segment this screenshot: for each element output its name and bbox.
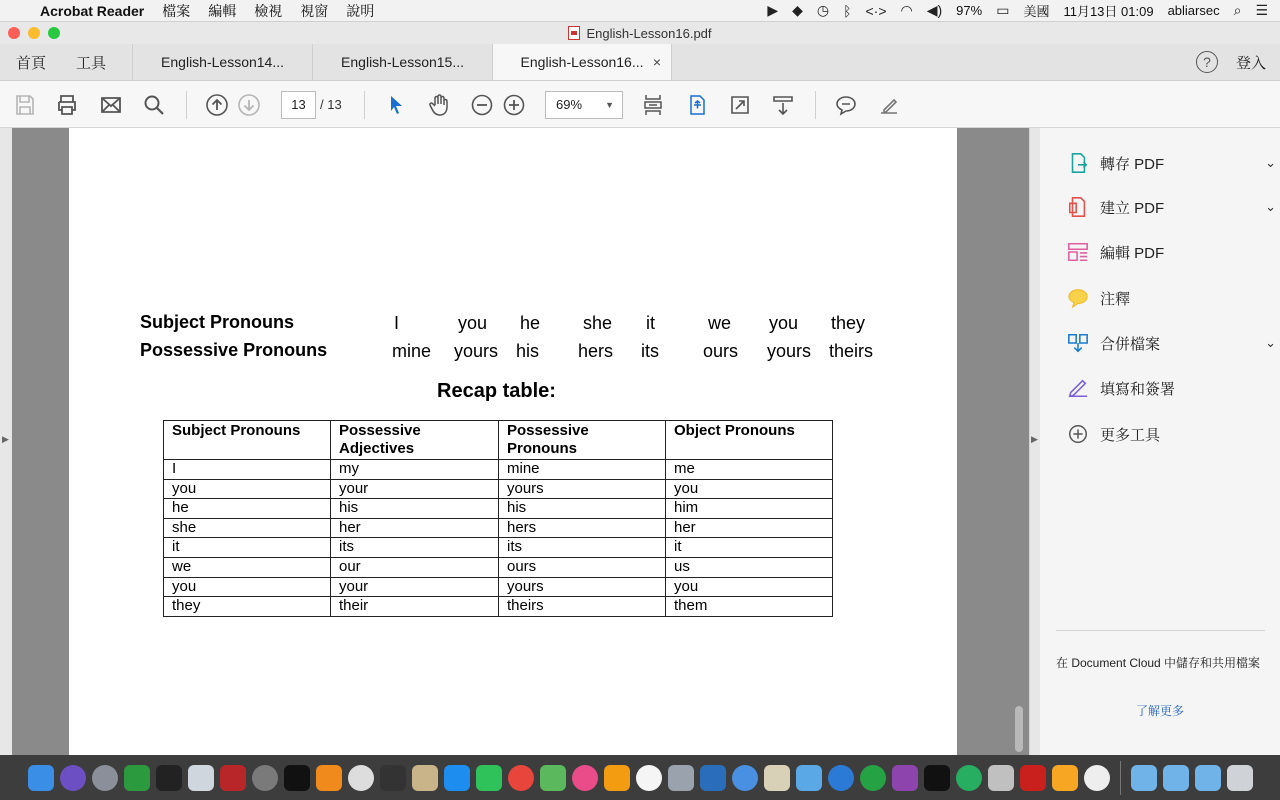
quicktime-player-icon[interactable] — [828, 765, 854, 791]
network-monitor-icon[interactable] — [860, 765, 886, 791]
table-row — [164, 518, 833, 538]
table-cell: his — [331, 499, 499, 519]
tool-comment[interactable] — [1066, 286, 1266, 310]
tool-label: 編輯 PDF — [1100, 244, 1165, 262]
notification-center-icon[interactable]: ☰ — [1255, 2, 1268, 18]
table-cell: yours — [499, 479, 666, 499]
bluetooth-icon[interactable]: ᛒ — [843, 2, 852, 19]
word-app-icon[interactable] — [796, 765, 822, 791]
table-cell: ours — [499, 557, 666, 577]
tab-document-label: English-Lesson14... — [161, 54, 285, 70]
page-number-input[interactable]: 13 — [281, 91, 316, 119]
toolbar-divider — [186, 91, 187, 119]
menu-help[interactable]: 說明 — [346, 2, 375, 19]
table-row — [164, 479, 833, 499]
table-header: Subject Pronouns — [164, 421, 331, 460]
subject-word: we — [708, 313, 732, 333]
chrome-icon[interactable] — [508, 765, 534, 791]
tab-document-15[interactable] — [312, 44, 492, 80]
chevron-down-icon[interactable]: ⌄ — [1265, 155, 1276, 170]
table-cell: I — [164, 460, 331, 480]
pdf-file-icon — [568, 26, 580, 40]
more-tools-icon — [1066, 422, 1090, 446]
comment-icon — [1066, 286, 1090, 310]
highlight-pen-icon[interactable] — [876, 92, 902, 118]
table-cell: its — [499, 538, 666, 558]
photos-icon[interactable] — [636, 765, 662, 791]
close-window-button[interactable] — [8, 27, 20, 39]
table-cell: you — [666, 577, 833, 597]
table-row — [164, 557, 833, 577]
documents-folder-icon[interactable] — [1163, 765, 1189, 791]
rotate-icon[interactable] — [684, 92, 710, 118]
subject-word: you — [769, 313, 799, 333]
tree-app-icon[interactable] — [956, 765, 982, 791]
table-cell: him — [666, 499, 833, 519]
dock — [0, 755, 1280, 800]
tool-create-pdf[interactable] — [1066, 195, 1276, 219]
trash-icon[interactable] — [1227, 765, 1253, 791]
facetime-icon[interactable] — [476, 765, 502, 791]
battery-icon[interactable]: ▭ — [996, 2, 1010, 18]
evernote-icon[interactable] — [124, 765, 150, 791]
chevron-down-icon[interactable]: ⌄ — [1265, 335, 1276, 350]
scroll-mode-icon[interactable] — [770, 92, 796, 118]
finder-icon[interactable] — [28, 765, 54, 791]
table-cell: our — [331, 557, 499, 577]
acrobat-reader-icon[interactable] — [1020, 765, 1046, 791]
tab-tools[interactable]: 工具 — [76, 54, 107, 72]
table-cell: it — [666, 538, 833, 558]
itunes-icon[interactable] — [572, 765, 598, 791]
tool-fill-sign[interactable] — [1066, 376, 1266, 400]
tool-edit-pdf[interactable] — [1066, 240, 1266, 264]
table-row — [164, 460, 833, 480]
subject-word: she — [583, 313, 613, 333]
possessive-word: theirs — [829, 341, 874, 361]
table-cell: her — [331, 518, 499, 538]
tool-combine-files[interactable] — [1066, 331, 1276, 355]
subject-word: you — [458, 313, 488, 333]
input-source[interactable]: 美國 — [1023, 4, 1050, 19]
wifi-icon[interactable]: ◠ — [900, 2, 913, 18]
table-cell: hers — [499, 518, 666, 538]
tool-label: 填寫和簽署 — [1100, 380, 1176, 398]
virtualbox-icon[interactable] — [700, 765, 726, 791]
table-cell: mine — [499, 460, 666, 480]
table-cell: his — [499, 499, 666, 519]
dropbox-icon[interactable]: ◆ — [792, 2, 803, 18]
possessive-word: its — [641, 341, 659, 361]
right-pane-toggle[interactable] — [1029, 128, 1040, 755]
subject-pronouns-label: Subject Pronouns — [140, 312, 295, 332]
tab-document-16[interactable] — [492, 44, 672, 80]
export-pdf-icon — [1066, 151, 1090, 175]
menu-view[interactable]: 檢視 — [254, 2, 283, 19]
zoom-out-icon[interactable] — [469, 92, 495, 118]
hand-tool-icon[interactable] — [426, 92, 452, 118]
possessive-word: mine — [392, 341, 432, 361]
tool-label: 轉存 PDF — [1100, 155, 1165, 173]
fill-sign-icon — [1066, 376, 1090, 400]
table-cell: your — [331, 479, 499, 499]
document-cloud-text: 在 Document Cloud 中儲存和共用檔案 — [1056, 656, 1261, 670]
terminal-icon[interactable] — [284, 765, 310, 791]
table-cell: theirs — [499, 597, 666, 617]
zoom-window-button[interactable] — [48, 27, 60, 39]
previous-page-icon[interactable] — [204, 92, 230, 118]
vertical-scrollbar[interactable] — [1015, 706, 1023, 752]
table-cell: them — [666, 597, 833, 617]
launchpad-icon[interactable] — [92, 765, 118, 791]
tab-bar — [0, 44, 1280, 81]
search-icon[interactable] — [141, 92, 167, 118]
toolbar-divider — [815, 91, 816, 119]
possessive-pronouns-label: Possessive Pronouns — [140, 340, 328, 360]
window-title-bar — [0, 22, 1280, 44]
quicktime-icon[interactable] — [380, 765, 406, 791]
activity-monitor-icon[interactable] — [156, 765, 182, 791]
combine-files-icon — [1066, 331, 1090, 355]
table-cell: they — [164, 597, 331, 617]
pycharm-icon[interactable] — [924, 765, 950, 791]
tool-label: 更多工具 — [1100, 426, 1161, 444]
menu-edit[interactable]: 編輯 — [208, 2, 237, 19]
app-menu[interactable]: Acrobat Reader — [40, 2, 145, 19]
table-header: Possessive Pronouns — [499, 421, 666, 460]
table-cell: you — [164, 577, 331, 597]
minimize-window-button[interactable] — [28, 27, 40, 39]
table-cell: us — [666, 557, 833, 577]
volume-icon[interactable]: ◀) — [926, 2, 943, 18]
ibooks-icon[interactable] — [604, 765, 630, 791]
sign-in-link[interactable]: 登入 — [1235, 54, 1266, 72]
clock[interactable]: 11月13日 01:09 — [1063, 4, 1154, 19]
time-machine-icon[interactable]: ◷ — [816, 2, 830, 18]
possessive-word: hers — [578, 341, 614, 361]
help-icon[interactable]: ? — [1196, 51, 1218, 73]
tool-more-tools[interactable] — [1066, 422, 1266, 446]
menu-file[interactable]: 檔案 — [162, 2, 191, 19]
sourcetree-icon[interactable] — [540, 765, 566, 791]
vlc-icon[interactable] — [316, 765, 342, 791]
subject-word: I — [394, 313, 400, 333]
table-header: Possessive Adjectives — [331, 421, 499, 460]
battery-percent[interactable]: 97% — [956, 3, 983, 18]
text-editor-icon[interactable] — [188, 765, 214, 791]
panda-app-icon[interactable] — [1084, 765, 1110, 791]
database-icon[interactable] — [668, 765, 694, 791]
tab-document-14[interactable] — [132, 44, 312, 80]
script-editor-icon[interactable] — [988, 765, 1014, 791]
full-screen-icon[interactable] — [727, 92, 753, 118]
tool-label: 合併檔案 — [1100, 335, 1161, 353]
code-icon[interactable]: <·> — [865, 2, 887, 19]
table-cell: your — [331, 577, 499, 597]
recap-title: Recap table: — [437, 380, 556, 402]
edit-pdf-icon — [1066, 240, 1090, 264]
menu-window[interactable]: 視窗 — [300, 2, 329, 19]
next-page-icon[interactable] — [236, 92, 262, 118]
system-preferences-icon[interactable] — [252, 765, 278, 791]
subject-word: they — [831, 313, 866, 333]
print-icon[interactable] — [54, 92, 80, 118]
toolbar-divider — [364, 91, 365, 119]
pages-app-icon[interactable] — [1052, 765, 1078, 791]
downloads-folder-icon[interactable] — [1195, 765, 1221, 791]
zoom-select[interactable] — [545, 91, 623, 119]
filezilla-icon[interactable] — [220, 765, 246, 791]
possessive-word: ours — [703, 341, 739, 361]
siri-icon[interactable] — [60, 765, 86, 791]
table-cell: my — [331, 460, 499, 480]
table-cell: their — [331, 597, 499, 617]
recap-table — [163, 420, 833, 617]
table-cell: me — [666, 460, 833, 480]
create-pdf-icon — [1066, 195, 1090, 219]
spotlight-search-icon[interactable]: ⌕ — [1233, 2, 1242, 18]
window-title: English-Lesson16.pdf — [586, 25, 712, 41]
save-icon[interactable] — [12, 92, 38, 118]
table-cell: we — [164, 557, 331, 577]
headphones-app-icon[interactable] — [892, 765, 918, 791]
zoom-value: 69% — [556, 97, 583, 112]
applications-folder-icon[interactable] — [1131, 765, 1157, 791]
table-cell: she — [164, 518, 331, 538]
maps-icon[interactable] — [764, 765, 790, 791]
table-cell: her — [666, 518, 833, 538]
table-header-row — [164, 421, 833, 460]
zoom-in-icon[interactable] — [501, 92, 527, 118]
subject-word: it — [646, 313, 655, 333]
tab-document-label: English-Lesson16... — [520, 54, 644, 70]
table-row — [164, 499, 833, 519]
wifi-app-icon[interactable] — [732, 765, 758, 791]
comment-icon[interactable] — [833, 92, 859, 118]
tool-label: 建立 PDF — [1100, 199, 1165, 217]
play-icon[interactable]: ▶ — [767, 2, 779, 18]
chevron-down-icon: ▼ — [605, 100, 614, 110]
tab-document-label: English-Lesson15... — [341, 54, 465, 70]
tools-pane-divider — [1056, 630, 1265, 631]
collapse-right-icon: ▶ — [1031, 434, 1038, 444]
possessive-word: his — [516, 341, 540, 361]
preview-icon[interactable] — [412, 765, 438, 791]
app-store-icon[interactable] — [444, 765, 470, 791]
gender-app-icon[interactable] — [348, 765, 374, 791]
table-row — [164, 538, 833, 558]
fit-page-icon[interactable] — [640, 92, 666, 118]
table-cell: he — [164, 499, 331, 519]
user-menu[interactable]: abliarsec — [1167, 3, 1220, 18]
menu-bar — [0, 0, 1280, 22]
email-icon[interactable] — [98, 92, 124, 118]
table-cell: yours — [499, 577, 666, 597]
tab-home[interactable]: 首頁 — [16, 54, 47, 72]
chevron-down-icon[interactable]: ⌄ — [1265, 199, 1276, 214]
close-tab-icon[interactable]: × — [652, 54, 662, 70]
expand-left-icon: ▶ — [2, 434, 9, 444]
possessive-word: yours — [767, 341, 812, 361]
left-pane-toggle[interactable] — [0, 128, 12, 755]
select-cursor-icon[interactable] — [383, 92, 409, 118]
tool-label: 注釋 — [1100, 290, 1131, 308]
table-row — [164, 597, 833, 617]
tool-export-pdf[interactable] — [1066, 151, 1276, 175]
table-cell: you — [164, 479, 331, 499]
table-cell: its — [331, 538, 499, 558]
subject-word: he — [520, 313, 541, 333]
table-header: Object Pronouns — [666, 421, 833, 460]
possessive-word: yours — [454, 341, 499, 361]
table-cell: it — [164, 538, 331, 558]
table-row — [164, 577, 833, 597]
table-cell: you — [666, 479, 833, 499]
learn-more-link[interactable]: 了解更多 — [1136, 704, 1185, 718]
page-total: / 13 — [320, 97, 342, 112]
dock-divider — [1120, 761, 1121, 795]
main-toolbar — [0, 81, 1280, 128]
